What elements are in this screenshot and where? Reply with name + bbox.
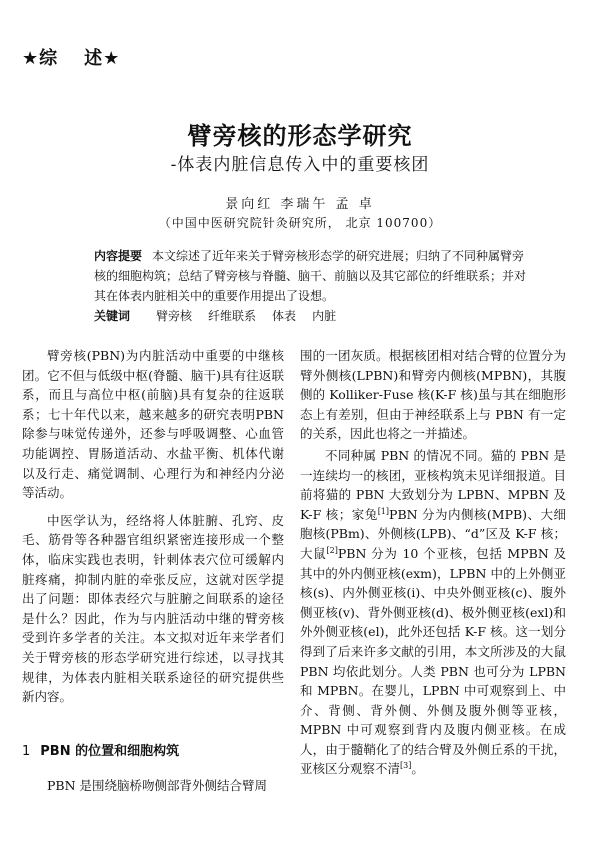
keyword-item: 臂旁核: [156, 309, 193, 323]
left-column: [22, 346, 284, 707]
section-heading-text: PBN 的位置和细胞构筑: [40, 744, 180, 759]
body-paragraph: [300, 446, 566, 779]
star-icon-right: ★: [103, 48, 121, 69]
paragraph-segment: 。: [411, 761, 424, 777]
paragraph-segment: 不同种属 PBN 的情况不同。猫的 PBN 是一连续均一的核团，亚核构筑未见详细报道。目前将猫的 PBN 大致划分为 LPBN、MPBN 及 K-F 核；家兔: [300, 447, 566, 522]
author-list: 景向红 李瑞午 孟 卓: [225, 197, 375, 212]
section-heading: [22, 740, 179, 759]
paragraph-segment: PBN 分为内侧核(MPB)、大细胞核(PBm)、外侧核(LPB)、“d”区及 K-F 核；大鼠: [300, 506, 566, 561]
abstract-block: [94, 246, 534, 326]
article-title: 臂旁核的形态学研究: [187, 121, 413, 150]
keyword-item: 体表: [272, 309, 297, 323]
reference-marker: [1]: [377, 506, 390, 516]
body-paragraph: 臂旁核(PBN)为内脏活动中重要的中继核团。它不但与低级中枢(脊髓、脑干)具有往返联系，而且与高位中枢(前脑)具有复杂的往返联系；七十年代以来，越来越多的研究表明PBN除参与味觉传递外，还参与呼吸调整、心血管功能调控、胃肠道活动、水盐平衡、机体代谢以及行走、痛觉调制、心理行为和神经内分泌等活动。: [22, 348, 284, 501]
section-tag: [22, 44, 120, 70]
section-word-2: 述: [84, 48, 104, 69]
reference-marker: [3]: [400, 761, 412, 771]
keyword-item: 内脏: [312, 309, 337, 323]
article-subtitle: -体表内脏信息传入中的重要核团: [170, 155, 430, 175]
body-paragraph: 中医学认为，经络将人体脏腑、孔窍、皮毛、筋骨等各种器官组织紧密连接形成一个整体，临床实践也表明，针刺体表穴位可缓解内脏疼痛，抑制内脏的牵张反应，这就对医学提出了问题：即体表经穴与脏腑之间联系的途径是什么？因此，作为与内脏活动中继的臂旁核受到许多学者的关注。本文拟对近年来学者们关于臂旁核的形态学研究进行综述，以寻找其规律，为体表内脏相关联系途径的研究提供些新内容。: [22, 512, 284, 705]
affiliation: （中国中医研究院针灸研究所， 北京 100700）: [158, 216, 442, 230]
abstract-paragraph: [94, 246, 534, 306]
star-icon-left: ★: [22, 48, 40, 69]
keyword-item: 纤维联系: [208, 309, 257, 323]
section-word-1: 综: [39, 48, 59, 69]
section-heading-number: 1: [22, 744, 31, 759]
abstract-label: 内容提要: [94, 249, 143, 263]
keywords-row: [94, 306, 534, 326]
reference-marker: [2]: [326, 545, 338, 555]
abstract-text: 本文综述了近年来关于臂旁核形态学的研究进展；归纳了不同种属臂旁核的细胞构筑；总结了臂旁核与脊髓、脑干、前脑以及其它部位的纤维联系；并对其在体表内脏相关中的重要作用提出了设想。: [94, 249, 527, 303]
body-paragraph: 围的一团灰质。根据核团相对结合臂的位置分为臂外侧核(LPBN)和臂旁内侧核(MPBN)，其腹侧的 Kolliker-Fuse 核(K-F 核)虽与其在细胞形态上有差别，但由于神经联系上与 PBN 有一定的关系，因此也将之一并描述。: [300, 348, 566, 442]
keywords-label: 关键词: [94, 309, 131, 323]
right-column: [300, 346, 566, 779]
body-paragraph: PBN 是围绕脑桥吻侧部背外侧结合臂周: [47, 778, 268, 793]
paragraph-segment: PBN 分为 10 个亚核，包括 MPBN 及其中的外内侧亚核(exm)，LPBN 中的上外侧亚核(s)、内外侧亚核(i)、中央外侧亚核(c)、腹外侧亚核(v)、背外侧亚核(d)、极外侧亚核(exl)和外外侧亚核(el)，此外还包括 K-F 核。这一划分得到了后来许多文献的引用，本文所涉及的大鼠 PBN 均依此划分。人类 PBN 也可分为 LPBN 和 MPBN。在婴儿，LPBN 中可观察到上、中介、背侧、背外侧、外侧及腹外侧等亚核，MPBN 中可观察到背内及腹内侧亚核。在成人，由于髓鞘化了的结合臂及外侧丘系的干扰，亚核区分观察不清: [300, 545, 566, 777]
